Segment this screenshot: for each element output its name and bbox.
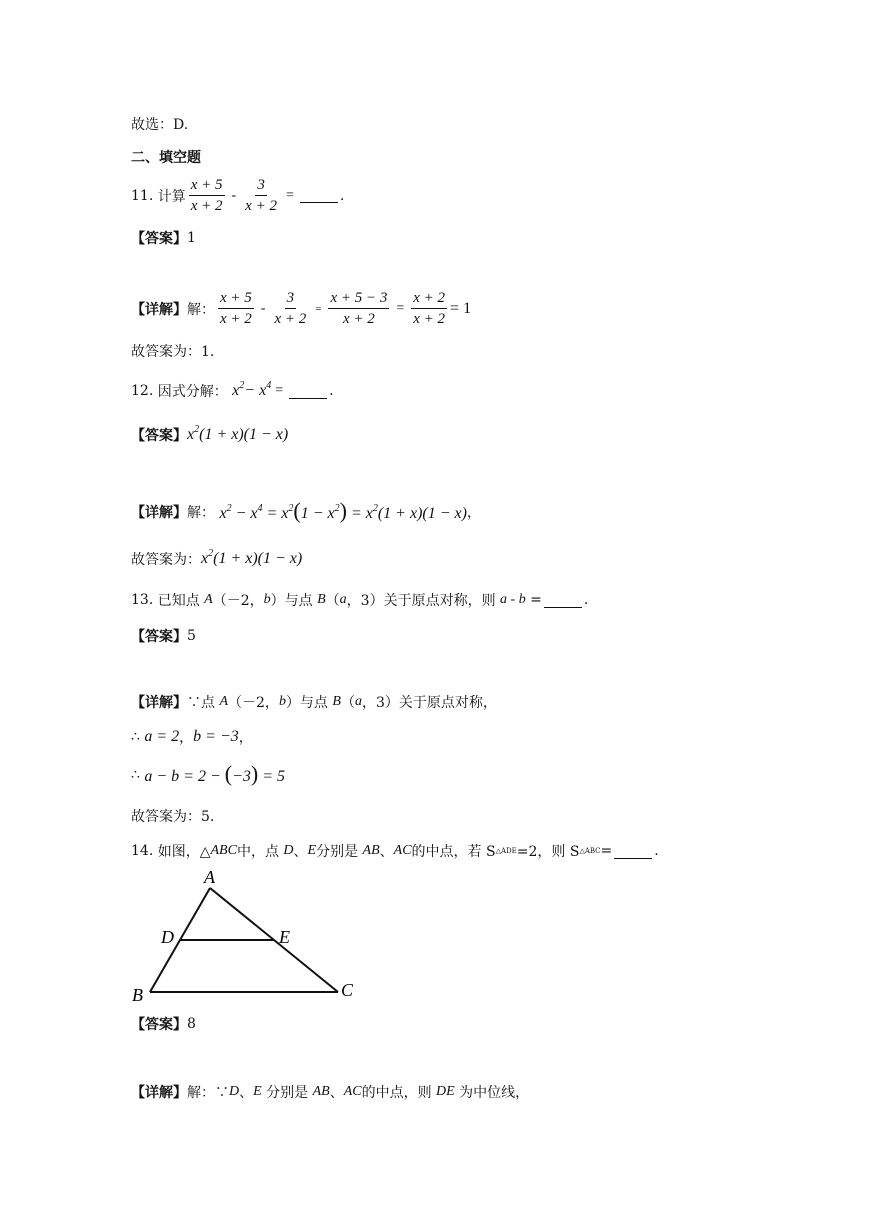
q13-question: 13. 已知点 A （－2， b ）与点 B （ a ，3）关于原点对称，则 a - b = . bbox=[131, 592, 589, 609]
q11-final: 故答案为：1. bbox=[131, 344, 215, 360]
q13-answer: 【答案】 5 bbox=[131, 628, 196, 645]
label-d: D bbox=[161, 927, 174, 947]
triangle-figure bbox=[128, 866, 360, 1006]
conclusion-text: 故选：D. bbox=[131, 117, 189, 133]
label-b: B bbox=[132, 985, 143, 1005]
q13-detail-2: ∴ a = 2 ， b = −3 ， bbox=[131, 728, 253, 746]
label-e: E bbox=[279, 927, 290, 947]
q12-detail: 【详解】 解： $x^2 - x^4 = x^2(1 - x^2) = x^2(1 + x)(1 - x)$ ， bbox=[131, 498, 481, 523]
q11-answer: 【答案】 1 bbox=[131, 230, 196, 247]
q13-detail-1: 【详解】 ∵点 A （－2， b ）与点 B （ a ，3）关于原点对称， bbox=[131, 694, 497, 711]
q14-detail: 【详解】 解：∵ D 、 E 分别是 AB 、 AC 的中点，则 DE 为中位线， bbox=[131, 1084, 530, 1101]
q14-answer: 【答案】 8 bbox=[131, 1016, 196, 1033]
answer-blank bbox=[300, 188, 338, 203]
q14-question: 14. 如图，△ ABC 中，点 D 、 E 分别是 AB 、 AC 的中点，若 S △ADE =2，则 S △ABC = . bbox=[131, 843, 659, 860]
q11-question: 11. 计算 $\frac{x + 5}{x + 2}$ - $\frac{3}{x + 2}$ = . bbox=[131, 177, 345, 214]
answer-blank bbox=[614, 844, 652, 859]
q12-question: 12. 因式分解： $x^2- x^4$ = . bbox=[131, 380, 334, 400]
q13-final: 故答案为：5. bbox=[131, 809, 215, 825]
q11-frac1: $\frac{x + 5}{x + 2}$ bbox=[190, 177, 223, 214]
q12-answer: 【答案】 $x^2(1 + x)(1 - x)$ bbox=[131, 424, 289, 444]
answer-blank bbox=[289, 384, 327, 399]
label-c: C bbox=[341, 980, 354, 1000]
q12-final: 故答案为： $x^2(1 + x)(1 - x)$ bbox=[131, 548, 303, 568]
q13-detail-3: ∴ a − b = 2 − (−3) = 5 bbox=[131, 761, 286, 786]
q11-frac2: $\frac{3}{x + 2}$ bbox=[245, 177, 277, 214]
q11-detail: 【详解】 解： $\frac{x + 5}{x + 2}$ - $\frac{3}{x + 2}$ = $\frac{x + 5 - 3}{x + 2}$ = $\frac{x + 2}{x + 2}$ = 1 bbox=[131, 290, 472, 327]
answer-blank bbox=[544, 593, 582, 608]
section-heading: 二、填空题 bbox=[131, 150, 201, 166]
label-a: A bbox=[204, 867, 215, 887]
